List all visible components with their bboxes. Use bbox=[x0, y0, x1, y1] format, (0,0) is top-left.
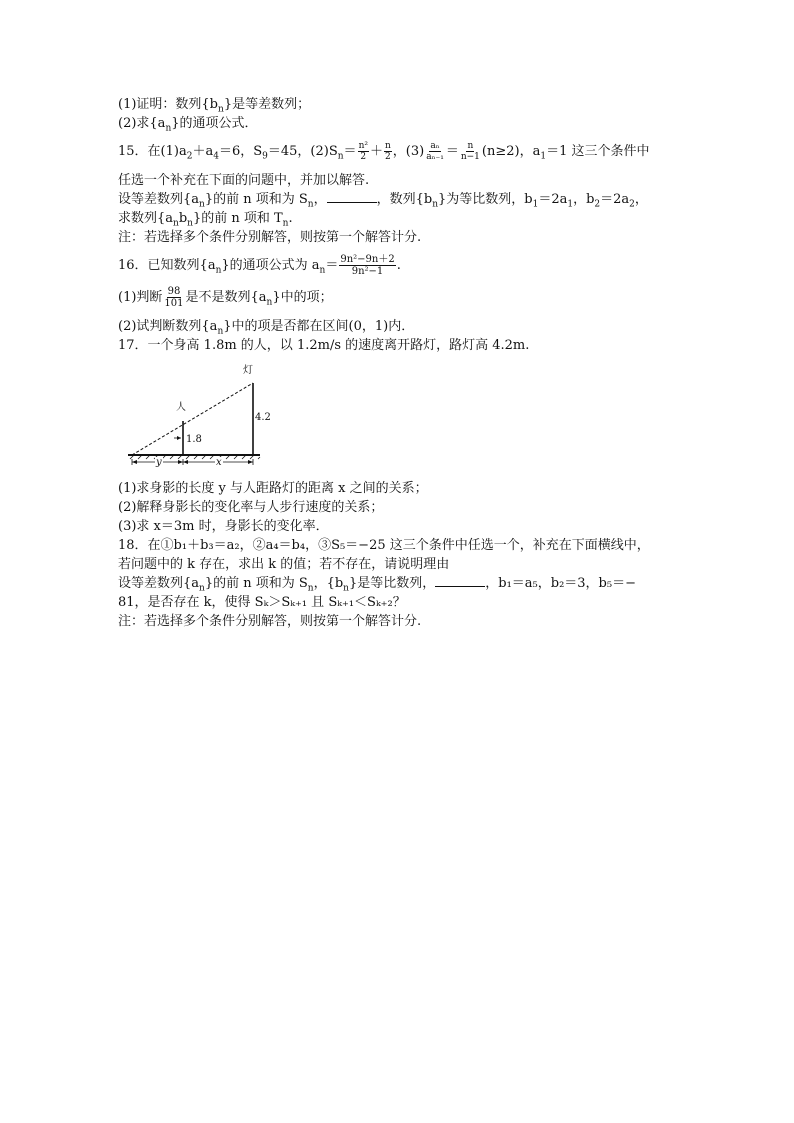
q17-part2: (2)解释身影长的变化率与人步行速度的关系； bbox=[118, 500, 384, 515]
person-label: 人 bbox=[176, 402, 186, 413]
q15-line2: 任选一个补充在下面的问题中，并加以解答. bbox=[118, 173, 370, 188]
lamp-shadow-diagram bbox=[124, 363, 274, 473]
answer-blank[interactable] bbox=[327, 190, 377, 203]
fraction-n-over-n1: $\frac{n}{n-1}$ bbox=[460, 141, 480, 162]
lamp-shadow-figure bbox=[124, 363, 274, 473]
document-page bbox=[118, 95, 688, 631]
shadow-length-label: y bbox=[156, 457, 162, 468]
q18-line4: 81，是否存在 k，使得 Sₖ＞Sₖ₊₁ 且 Sₖ₊₁＜Sₖ₊₂？ bbox=[118, 595, 406, 610]
fraction-98-101: $\frac{98}{101}$ bbox=[164, 286, 184, 309]
q16-part1: (1)判断 $\frac{98}{101}$ 是不是数列$\{a_n\}$中的项； bbox=[118, 286, 333, 309]
fraction-n2-over-2: $\frac{\text{n²}}{2}$ bbox=[358, 141, 368, 162]
q16-stem: 16．已知数列$\{a_n\}$的通项公式为 $a_n=$ $\frac{\text{9n²−9n＋2}}{\text{9n²−1}}$ . bbox=[118, 254, 401, 277]
q18-line3: 设等差数列$\{a_n\}$的前 n 项和为 $S_n$，$\{b_n\}$是等比数列， ，b₁＝a₅，b₂＝3，b₅＝− bbox=[118, 576, 636, 594]
dimension-lines bbox=[132, 459, 253, 465]
q17-stem: 17．一个身高 1.8m 的人，以 1.2m/s 的速度离开路灯，路灯高 4.2m. bbox=[118, 338, 530, 353]
lamp-height-label: 4.2 bbox=[255, 412, 271, 423]
q17-part1: (1)求身影的长度 y 与人距路灯的距离 x 之间的关系； bbox=[118, 481, 428, 496]
q18-note: 注：若选择多个条件分别解答，则按第一个解答计分. bbox=[118, 614, 422, 629]
lamp-label: 灯 bbox=[243, 365, 253, 376]
q15-note: 注：若选择多个条件分别解答，则按第一个解答计分. bbox=[118, 230, 422, 245]
q17-part3: (3)求 x＝3m 时，身影长的变化率． bbox=[118, 519, 329, 534]
q15-stem: 15．在$(1)a_2+a_4=6$，$S_9=45$，$(2)S_n=$ $\frac{\text{n²}}{2}$ ＋ $\frac{n}{2}$ ，(3) $\frac{\text{aₙ}}{\text{aₙ₋₁}}$ ＝ $\frac{n}{n-1}$ (n≥2)，$a_1=1$ 这三个条件中 bbox=[118, 141, 650, 162]
q18-line1: 18．在①b₁＋b₃＝a₂，②a₄＝b₄，③S₅＝−25 这三个条件中任选一个，补充在下面横线中， bbox=[118, 538, 650, 553]
distance-label: x bbox=[216, 457, 222, 468]
q15-line4: 求数列$\{a_nb_n\}$的前 n 项和 $T_n$. bbox=[118, 211, 293, 229]
q15-line3: 设等差数列$\{a_n\}$的前 n 项和为 $S_n$， ，数列$\{b_n\}$为等比数列，$b_1=2a_1$，$b_2=2a_2$， bbox=[118, 192, 648, 210]
fraction-an-over-an1: $\frac{\text{aₙ}}{\text{aₙ₋₁}}$ bbox=[426, 141, 444, 162]
q14-part2: (2)求$\{a_n\}$的通项公式． bbox=[118, 116, 258, 134]
q16-part2: (2)试判断数列$\{a_n\}$中的项是否都在区间(0，1)内． bbox=[118, 319, 415, 337]
q18-line2: 若问题中的 k 存在，求出 k 的值；若不存在，请说明理由 bbox=[118, 557, 450, 572]
fraction-general-term: $\frac{\text{9n²−9n＋2}}{\text{9n²−1}}$ bbox=[340, 254, 395, 277]
person-height-label: 1.8 bbox=[186, 434, 202, 445]
fraction-n-over-2: $\frac{n}{2}$ bbox=[384, 141, 391, 162]
q14-part1: (1)证明：数列$\{b_n\}$是等差数列； bbox=[118, 97, 311, 115]
answer-blank-q18[interactable] bbox=[435, 574, 485, 587]
